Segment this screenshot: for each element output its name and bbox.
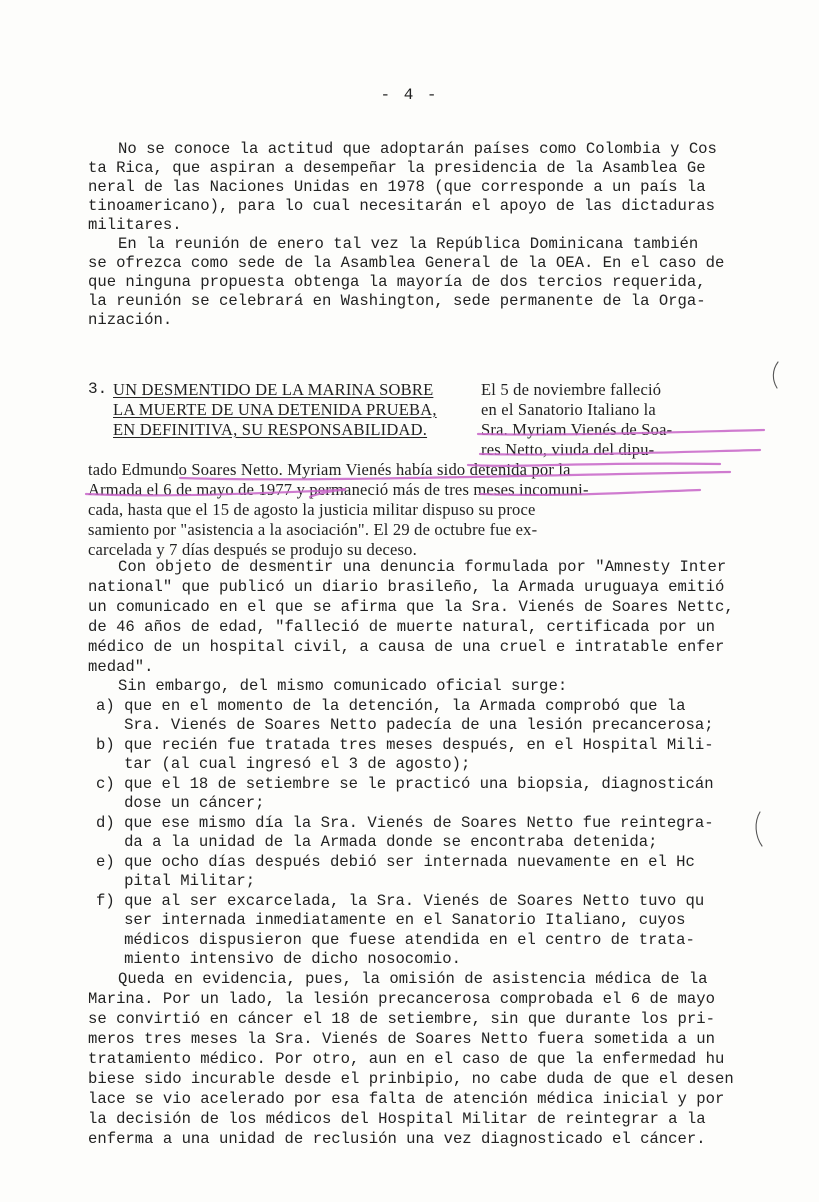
page-number: - 4 - [380,86,439,104]
margin-mark [756,812,762,846]
text-line: No se conoce la actitud que adoptarán países como Colombia y Cos [118,140,717,158]
text-line: tratamiento médico. Por otro, aun en el caso de que la enfermedad hu [88,1050,725,1068]
text-line: meros tres meses la Sra. Vienés de Soares Netto fuera sometida a un [88,1030,715,1048]
list-item: médicos dispusieron que fuese atendida en el centro de trata- [96,931,695,949]
text-line: Sra. Myriam Vienés de Soa- [481,420,673,439]
text-line: un comunicado en el que se afirma que la Sra. Vienés de Soares Nettc, [88,598,734,616]
text-line: biese sido incurable desde el prinbipio, no cabe duda de que el desen [88,1070,734,1088]
text-line: militares. [88,216,182,234]
text-line: samiento por "asistencia a la asociación". El 29 de octubre fue ex- [88,520,538,539]
list-item: pital Militar; [96,872,256,890]
text-line: Queda en evidencia, pues, la omisión de asistencia médica de la [118,970,708,988]
text-line: que ninguna propuesta obtenga la mayoría de dos tercios requerida, [88,273,706,291]
text-line: nización. [88,311,173,329]
text-line: enferma a una unidad de reclusión una vez diagnosticado el cáncer. [88,1130,706,1148]
list-item: c) que el 18 de setiembre se le practicó una biopsia, diagnosticán [96,775,714,793]
text-line: de 46 años de edad, "falleció de muerte natural, certificada por un [88,618,715,636]
list-item: ser internada inmediatamente en el Sanatorio Italiano, cuyos [96,911,686,929]
text-line: ta Rica, que aspiran a desempeñar la presidencia de la Asamblea Ge [88,159,706,177]
text-line: la reunión se celebrará en Washington, sede permanente de la Orga- [88,292,706,310]
list-item: d) que ese mismo día la Sra. Vienés de Soares Netto fue reintegra- [96,814,714,832]
list-item: e) que ocho días después debió ser internada nuevamente en el Hc [96,853,695,871]
text-line: tado Edmundo Soares Netto. Myriam Vienés había sido detenida por la [88,460,571,479]
list-item: da a la unidad de la Armada donde se encontraba detenida; [96,833,658,851]
list-item: f) que al ser excarcelada, la Sra. Vienés de Soares Netto tuvo qu [96,892,705,910]
text-line: la decisión de los médicos del Hospital Militar de reintegrar a la [88,1110,706,1128]
heading-line: EN DEFINITIVA, SU RESPONSABILIDAD. [113,420,428,439]
text-line: neral de las Naciones Unidas en 1978 (que corresponde a un país la [88,178,706,196]
text-line: national" que publicó un diario brasileño, la Armada uruguaya emitió [88,578,725,596]
text-line: En la reunión de enero tal vez la República Dominicana también [118,235,699,253]
text-line: se ofrezca como sede de la Asamblea General de la OEA. En el caso de [88,254,725,272]
list-item: dose un cáncer; [96,794,265,812]
list-intro: Sin embargo, del mismo comunicado oficial surge: [118,677,568,695]
text-line: res Netto, viuda del dipu- [481,440,655,459]
text-line: se convirtió en cáncer el 18 de setiembre, sin que durante los pri- [88,1010,715,1028]
text-line: Con objeto de desmentir una denuncia formulada por "Amnesty Inter [118,558,727,576]
text-line: cada, hasta que el 15 de agosto la justicia militar dispuso su proce [88,500,536,519]
text-line: médico de un hospital civil, a causa de una cruel e intratable enfer [88,638,725,656]
text-line: en el Sanatorio Italiano la [481,400,656,419]
heading-line: LA MUERTE DE UNA DETENIDA PRUEBA, [113,400,437,419]
section-number: 3. [88,380,108,398]
list-item: miento intensivo de dicho nosocomio. [96,950,461,968]
text-line: tinoamericano), para lo cual necesitarán el apoyo de las dictaduras [88,197,715,215]
list-item: Sra. Vienés de Soares Netto padecía de una lesión precancerosa; [96,716,714,734]
text-line: lace se vio acelerado por esa falta de atención médica inicial y por [88,1090,725,1108]
text-line: medad". [88,658,154,676]
text-line: Marina. Por un lado, la lesión precancerosa comprobada el 6 de mayo [88,990,715,1008]
list-item: b) que recién fue tratada tres meses después, en el Hospital Mili- [96,736,714,754]
margin-mark [773,362,778,388]
text-line: carcelada y 7 días después se produjo su deceso. [88,540,417,559]
heading-line: UN DESMENTIDO DE LA MARINA SOBRE [113,380,434,399]
list-item: a) que en el momento de la detención, la Armada comprobó que la [96,697,686,715]
list-item: tar (al cual ingresó el 3 de agosto); [96,755,471,773]
text-line: Armada el 6 de mayo de 1977 y permaneció más de tres meses incomuni- [88,480,589,499]
text-line: El 5 de noviembre falleció [481,380,662,399]
